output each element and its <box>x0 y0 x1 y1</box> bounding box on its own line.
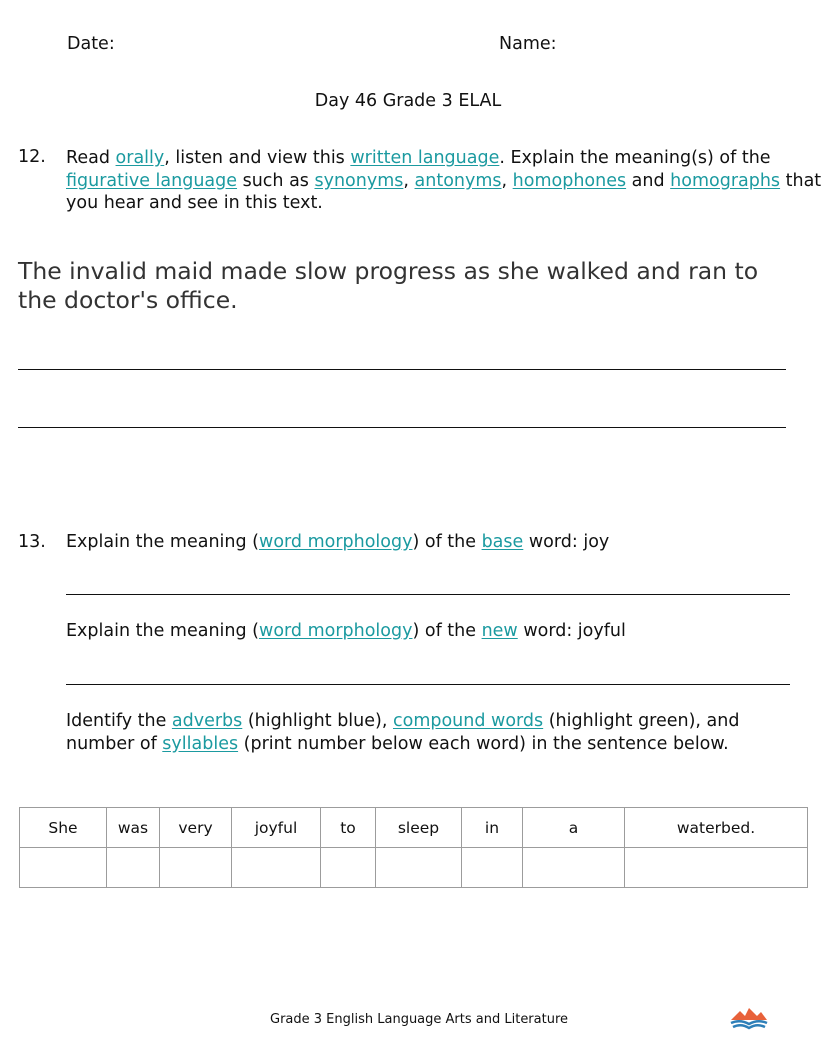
link-new[interactable]: new <box>481 621 518 641</box>
link-syllables[interactable]: syllables <box>162 733 239 754</box>
word-cell: joyful <box>232 808 321 848</box>
prompt-text: word: joyful <box>517 621 626 641</box>
syllable-cell[interactable] <box>376 848 462 888</box>
link-figurative-language[interactable]: figurative language <box>66 170 238 191</box>
open-book-logo-icon <box>730 1005 768 1036</box>
footer-text: Grade 3 English Language Arts and Literature <box>270 1012 569 1027</box>
word-cell: was <box>107 808 160 848</box>
word-cell: waterbed. <box>625 808 808 848</box>
prompt-text: such as <box>237 170 315 191</box>
word-cell: in <box>462 808 523 848</box>
link-antonyms[interactable]: antonyms <box>414 170 502 191</box>
prompt-text: Read <box>66 148 116 168</box>
link-orally[interactable]: orally <box>115 148 165 168</box>
link-synonyms[interactable]: synonyms <box>314 170 404 191</box>
question-12-number: 12. <box>18 147 46 167</box>
word-cell: sleep <box>376 808 462 848</box>
page-title: Day 46 Grade 3 ELAL <box>314 91 502 111</box>
question-13-number: 13. <box>18 532 46 552</box>
link-word-morphology[interactable]: word morphology <box>259 532 413 552</box>
prompt-text: and <box>626 170 671 191</box>
prompt-text: that <box>780 170 821 191</box>
question-12-prompt <box>66 147 821 215</box>
question-13-base-prompt <box>66 532 609 552</box>
word-cell: very <box>160 808 232 848</box>
sentence-word-table <box>19 807 808 888</box>
syllable-cell[interactable] <box>625 848 808 888</box>
link-written-language[interactable]: written language <box>350 148 500 168</box>
syllable-answer-row <box>20 848 808 888</box>
prompt-text: word: joy <box>523 532 610 552</box>
prompt-text: Identify the <box>66 711 172 731</box>
prompt-text: (highlight blue), <box>242 711 393 731</box>
syllable-cell[interactable] <box>107 848 160 888</box>
syllable-cell[interactable] <box>20 848 107 888</box>
answer-line-2[interactable] <box>18 427 786 428</box>
prompt-text: Explain the meaning ( <box>66 532 259 552</box>
syllable-cell[interactable] <box>232 848 321 888</box>
date-label: Date: <box>67 34 115 54</box>
link-compound-words[interactable]: compound words <box>392 711 544 731</box>
prompt-text: ) of the <box>412 532 482 552</box>
word-cell: to <box>321 808 376 848</box>
prompt-text: (highlight green), and <box>543 711 740 731</box>
prompt-text: ) of the <box>412 621 482 641</box>
prompt-text: you hear and see in this text. <box>66 193 323 213</box>
word-cell: a <box>523 808 625 848</box>
syllable-cell[interactable] <box>321 848 376 888</box>
prompt-text: (print number below each word) in the sentence below. <box>238 733 729 754</box>
prompt-text: Explain the meaning ( <box>66 621 259 641</box>
prompt-text: , <box>501 170 513 191</box>
prompt-text: , listen and view this <box>164 148 351 168</box>
syllable-cell[interactable] <box>523 848 625 888</box>
link-homographs[interactable]: homographs <box>670 170 781 191</box>
question-13-new-prompt <box>66 621 626 641</box>
link-homophones[interactable]: homophones <box>512 170 627 191</box>
name-label: Name: <box>499 34 557 54</box>
link-word-morphology[interactable]: word morphology <box>259 621 413 641</box>
link-base[interactable]: base <box>481 532 524 552</box>
example-sentence: The invalid maid made slow progress as she walked and ran to the doctor's office. <box>18 257 759 314</box>
answer-line-1[interactable] <box>18 369 786 370</box>
answer-line-base[interactable] <box>66 594 790 595</box>
question-13-identify-prompt <box>66 710 796 755</box>
syllable-cell[interactable] <box>462 848 523 888</box>
answer-line-new[interactable] <box>66 684 790 685</box>
word-cell: She <box>20 808 107 848</box>
prompt-text: , <box>403 170 415 191</box>
word-row <box>20 808 808 848</box>
prompt-text: number of <box>66 733 163 754</box>
link-adverbs[interactable]: adverbs <box>171 711 243 731</box>
prompt-text: . Explain the meaning(s) of the <box>499 148 771 168</box>
syllable-cell[interactable] <box>160 848 232 888</box>
